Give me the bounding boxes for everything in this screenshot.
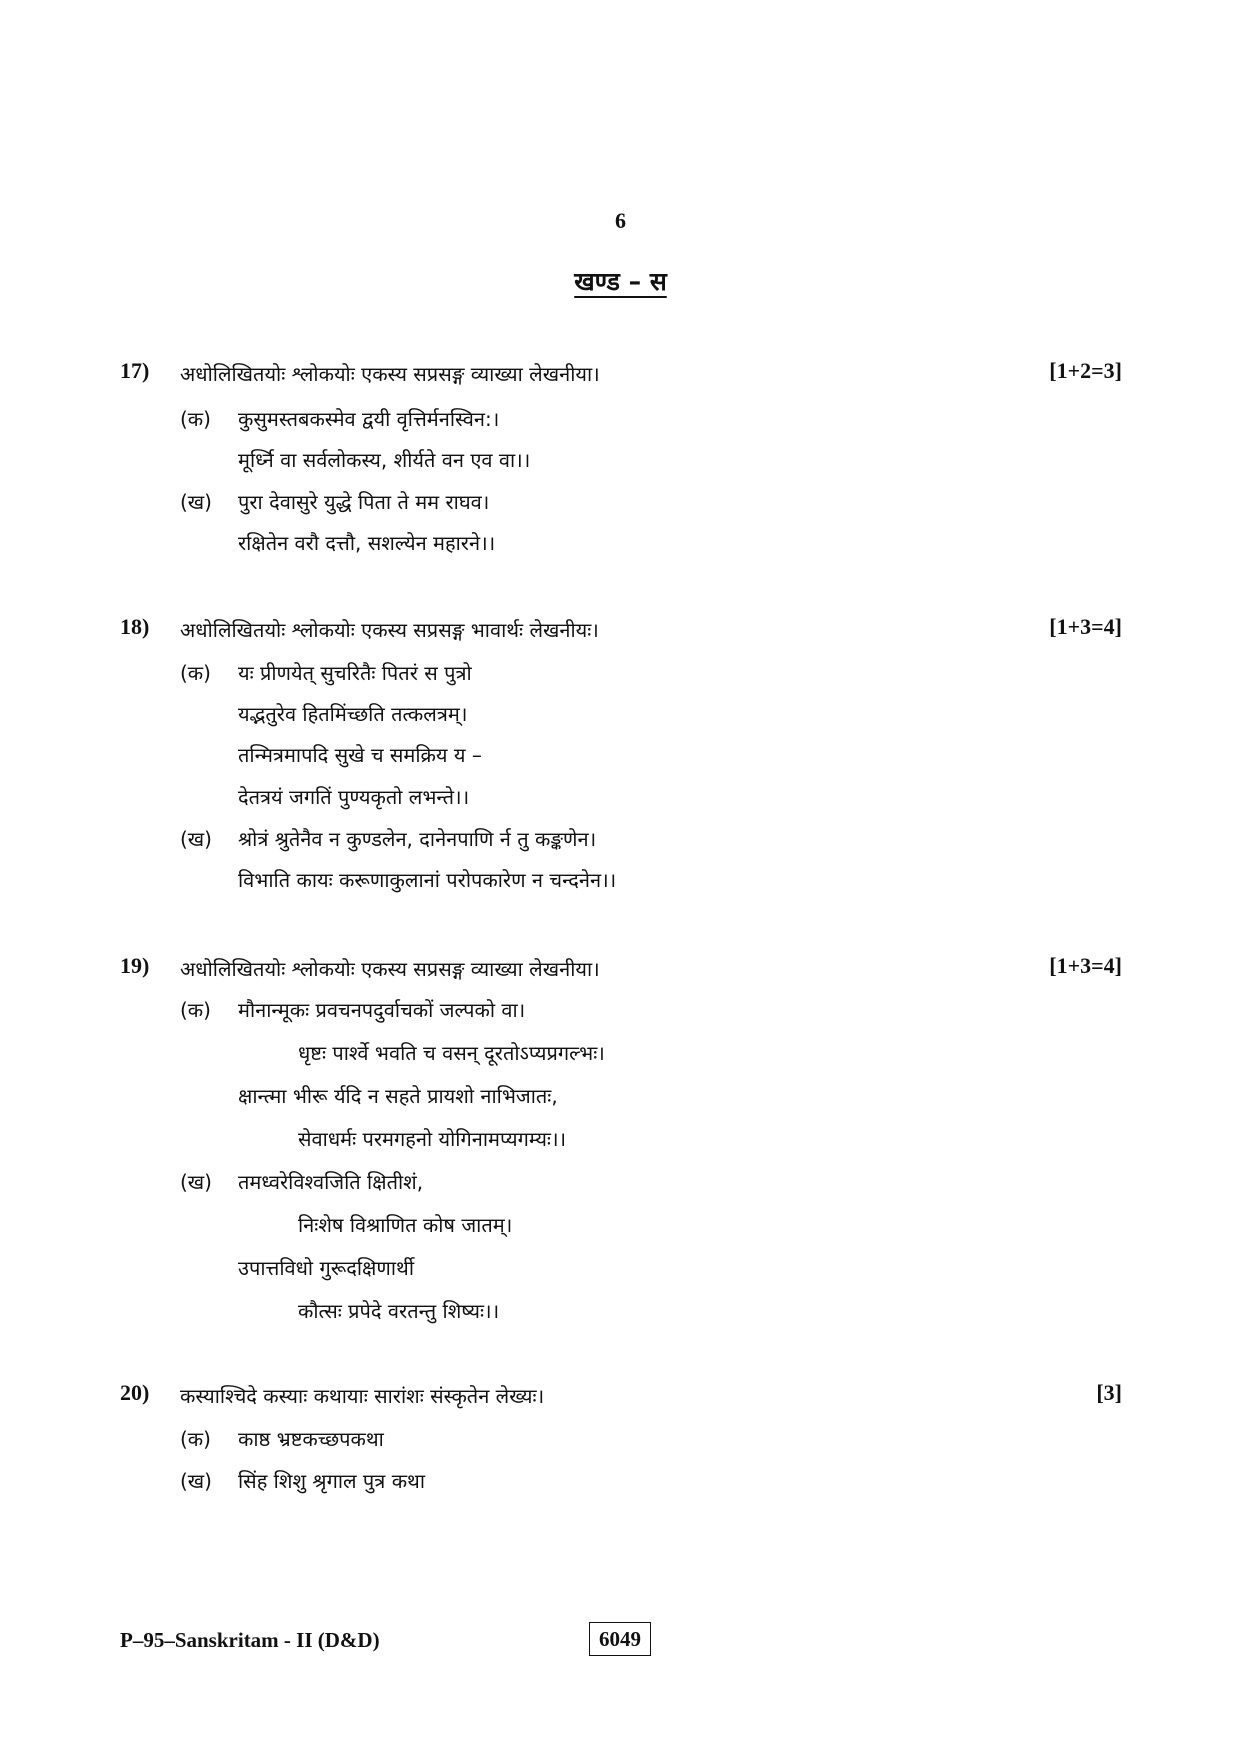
verse-line: तन्मित्रमापदि सुखे च समक्रिय य – <box>238 743 482 767</box>
question-marks: [3] <box>1096 1380 1122 1405</box>
verse-line: श्रोत्रं श्रुतेनैव न कुण्डलेन, दानेनपाणि र्न तु कङ्कणेन। <box>238 827 597 851</box>
option-text: सिंह शिशु श्रृगाल पुत्र कथा <box>238 1469 426 1493</box>
page-number: 6 <box>615 208 626 233</box>
option-label: (क) <box>180 407 211 431</box>
question-19-header <box>120 953 1122 987</box>
option-text: काष्ठ भ्रष्टकच्छपकथा <box>238 1427 384 1451</box>
verse-line: रक्षितेन वरौ दत्तौ, सशल्येन महारने।। <box>238 531 496 555</box>
question-marks: [1+3=4] <box>1049 614 1122 639</box>
option-label: (क) <box>180 661 211 685</box>
paper-code: P–95–Sanskritam - II (D&D) <box>120 1628 380 1652</box>
verse-line: उपात्तविधो गुरूदक्षिणार्थी <box>238 1256 414 1280</box>
question-number: 18) <box>120 614 150 639</box>
option-label: (ख) <box>180 827 212 851</box>
question-number: 20) <box>120 1380 150 1405</box>
verse-line: सेवाधर्मः परमगहनो योगिनामप्यगम्यः।। <box>298 1127 567 1151</box>
option-label: (क) <box>180 998 211 1022</box>
question-20-header <box>120 1380 1122 1414</box>
verse-line: कुसुमस्तबकस्मेव द्वयी वृत्तिर्मनस्विन:। <box>238 407 500 431</box>
verse-line: धृष्टः पार्श्वे भवति च वसन् दूरतोऽप्यप्रगल्भः। <box>298 1041 605 1065</box>
option-label: (ख) <box>180 1469 212 1493</box>
verse-line: निःशेष विश्राणित कोष जातम्। <box>298 1213 513 1237</box>
verse-line: मूर्ध्नि वा सर्वलोकस्य, शीर्यते वन एव वा।। <box>238 448 531 472</box>
verse-line: यः प्रीणयेत् सुचरितैः पितरं स पुत्रो <box>238 661 472 685</box>
verse-line: कौत्सः प्रपेदे वरतन्तु शिष्यः।। <box>298 1299 500 1323</box>
verse-line: यद्भतुरेव हितमिंच्छति तत्कलत्रम्। <box>238 702 468 726</box>
boxed-number: 6049 <box>589 1622 651 1656</box>
question-18-header <box>120 614 1122 648</box>
verse-line: विभाति कायः करूणाकुलानां परोपकारेण न चन्दनेन।। <box>238 868 617 892</box>
verse-line: देतत्रयं जगतिं पुण्यकृतो लभन्ते।। <box>238 785 470 809</box>
option-label: (क) <box>180 1427 211 1451</box>
verse-line: मौनान्मूकः प्रवचनपदुर्वाचकों जल्पको वा। <box>238 998 526 1022</box>
question-marks: [1+2=3] <box>1049 358 1122 383</box>
question-text: कस्याश्चिदे कस्याः कथायाः सारांशः संस्कृतेन लेख्यः। <box>180 1384 545 1408</box>
verse-line: पुरा देवासुरे युद्धे पिता ते मम राघव। <box>238 490 490 514</box>
option-label: (ख) <box>180 1170 212 1194</box>
question-marks: [1+3=4] <box>1049 953 1122 978</box>
question-number: 17) <box>120 358 150 383</box>
verse-line: तमध्वरेविश्वजिति क्षितीशं, <box>238 1170 424 1194</box>
question-number: 19) <box>120 953 150 978</box>
section-title: खण्ड – स <box>574 267 667 296</box>
question-text: अधोलिखितयोः श्लोकयोः एकस्य सप्रसङ्ग भावार्थः लेखनीयः। <box>180 618 599 642</box>
option-label: (ख) <box>180 490 212 514</box>
verse-line: क्षान्त्मा भीरू र्यदि न सहते प्रायशो नाभिजातः, <box>238 1084 558 1108</box>
question-text: अधोलिखितयोः श्लोकयोः एकस्य सप्रसङ्ग व्याख्या लेखनीया। <box>180 957 600 981</box>
question-17-header <box>120 358 1122 392</box>
question-text: अधोलिखितयोः श्लोकयोः एकस्य सप्रसङ्ग व्याख्या लेखनीया। <box>180 362 600 386</box>
